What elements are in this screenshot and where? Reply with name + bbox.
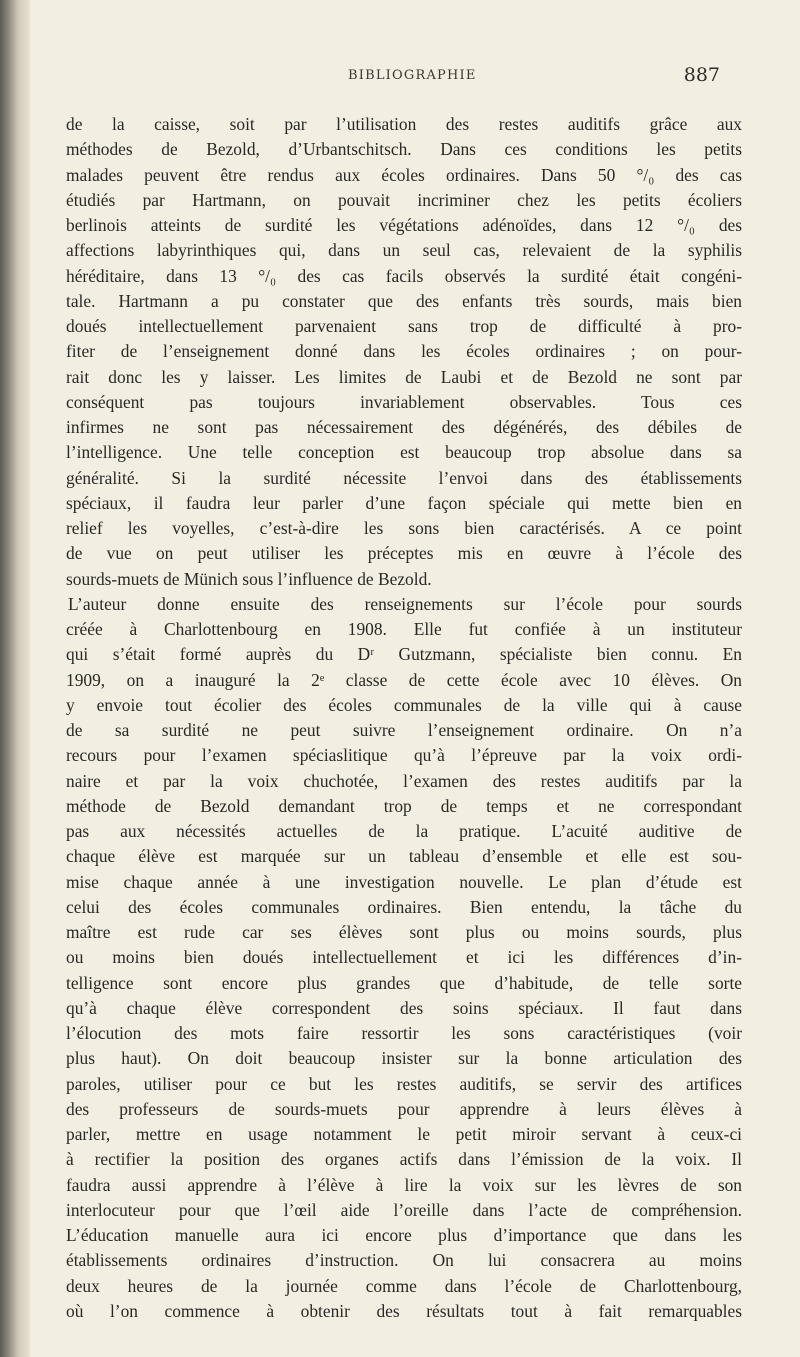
text-line: parler, mettre en usage notamment le petit miroir servant à ceux-ci [66,1124,742,1144]
body-text [66,112,742,1324]
text-line: l’intelligence. Une telle conception est beaucoup trop absolue dans sa [66,442,742,463]
text-line: méthodes de Bezold, d’Urbantschitsch. Dans ces conditions les petits [66,139,742,160]
text-line: tale. Hartmann a pu constater que des enfants très sourds, mais bien [66,290,742,311]
text-line: 1909, on a inauguré la 2ᵉ classe de cette école avec 10 élèves. On [66,669,742,690]
text-line: des professeurs de sourds-muets pour apprendre à leurs élèves à [66,1098,742,1119]
text-line: qui s’était formé auprès du Dʳ Gutzmann, spécialiste bien connu. En [66,644,742,665]
text-line: à rectifier la position des organes actifs dans l’émission de la voix. Il [66,1149,742,1170]
text-line: deux heures de la journée comme dans l’école de Charlottenbourg, [66,1275,742,1296]
text-line: fiter de l’enseignement donné dans les écoles ordinaires ; on pour- [66,341,742,362]
page-header [30,64,800,88]
text-line: ou moins bien doués intellectuellement et ici les différences d’in- [66,947,742,968]
text-line: créée à Charlottenbourg en 1908. Elle fut confiée à un instituteur [66,619,742,639]
text-line: pas aux nécessités actuelles de la pratique. L’acuité auditive de [66,821,742,841]
text-line: héréditaire, dans 13 °/₀ des cas facils observés la surdité était congéni- [66,265,742,286]
text-line: conséquent pas toujours invariablement observables. Tous ces [66,391,742,412]
text-line: recours pour l’examen spéciaslitique qu’à l’épreuve par la voix ordi- [66,745,742,766]
text-line: L’éducation manuelle aura ici encore plus d’importance que dans les [66,1225,742,1245]
text-line: relief les voyelles, c’est-à-dire les sons bien caractérisés. A ce point [66,518,742,538]
text-line: spéciaux, il faudra leur parler d’une façon spéciale qui mette bien en [66,492,742,513]
text-line: méthode de Bezold demandant trop de temps et ne correspondant [66,795,742,816]
text-line: étudiés par Hartmann, on pouvait incriminer chez les petits écoliers [66,189,742,210]
text-line: malades peuvent être rendus aux écoles ordinaires. Dans 50 °/₀ des cas [66,164,742,185]
text-line: mise chaque année à une investigation nouvelle. Le plan d’étude est [66,871,742,892]
text-line: de sa surdité ne peut suivre l’enseignement ordinaire. On n’a [66,720,742,740]
text-line: l’élocution des mots faire ressortir les sons caractéristiques (voir [66,1023,742,1043]
text-line: qu’à chaque élève correspondent des soins spéciaux. Il faut dans [66,997,742,1018]
text-line: où l’on commence à obtenir des résultats tout à fait remarquables [66,1300,742,1321]
running-title: BIBLIOGRAPHIE [348,68,477,83]
text-line: interlocuteur pour que l’œil aide l’oreille dans l’acte de compréhension. [66,1199,742,1220]
text-line: infirmes ne sont pas nécessairement des dégénérés, des débiles de [66,417,742,437]
text-line: de vue on peut utiliser les préceptes mis en œuvre à l’école des [66,543,742,564]
text-line: sourds-muets de Münich sous l’influence de Bezold. [66,568,432,589]
book-page [30,0,800,1357]
text-line: établissements ordinaires d’instruction. On lui consacrera au moins [66,1250,742,1271]
text-line: affections labyrinthiques qui, dans un seul cas, relevaient de la syphilis [66,240,742,261]
page-number: 887 [683,64,720,86]
text-line: généralité. Si la surdité nécessite l’envoi dans des établissements [66,467,742,488]
text-line: paroles, utiliser pour ce but les restes auditifs, se servir des artifices [66,1073,742,1094]
text-line: chaque élève est marquée sur un tableau d’ensemble et elle est sou- [66,846,742,867]
text-line: maître est rude car ses élèves sont plus ou moins sourds, plus [66,922,742,942]
text-line: rait donc les y laisser. Les limites de Laubi et de Bezold ne sont par [66,366,742,387]
text-line: berlinois atteints de surdité les végétations adénoïdes, dans 12 °/₀ des [66,215,742,235]
text-line: naire et par la voix chuchotée, l’examen des restes auditifs par la [66,770,742,791]
text-line: doués intellectuellement parvenaient sans trop de difficulté à pro- [66,316,742,336]
text-line: plus haut). On doit beaucoup insister sur la bonne articulation des [66,1048,742,1069]
text-line: y envoie tout écolier des écoles communales de la ville qui à cause [66,694,742,715]
text-line: celui des écoles communales ordinaires. Bien entendu, la tâche du [66,896,742,917]
text-line: telligence sont encore plus grandes que d’habitude, de telle sorte [66,972,742,993]
text-line: faudra aussi apprendre à l’élève à lire la voix sur les lèvres de son [66,1174,742,1195]
text-line: de la caisse, soit par l’utilisation des restes auditifs grâce aux [66,114,742,134]
page-binding-edge [0,0,30,1357]
text-line: L’auteur donne ensuite des renseignements sur l’école pour sourds [68,593,742,614]
